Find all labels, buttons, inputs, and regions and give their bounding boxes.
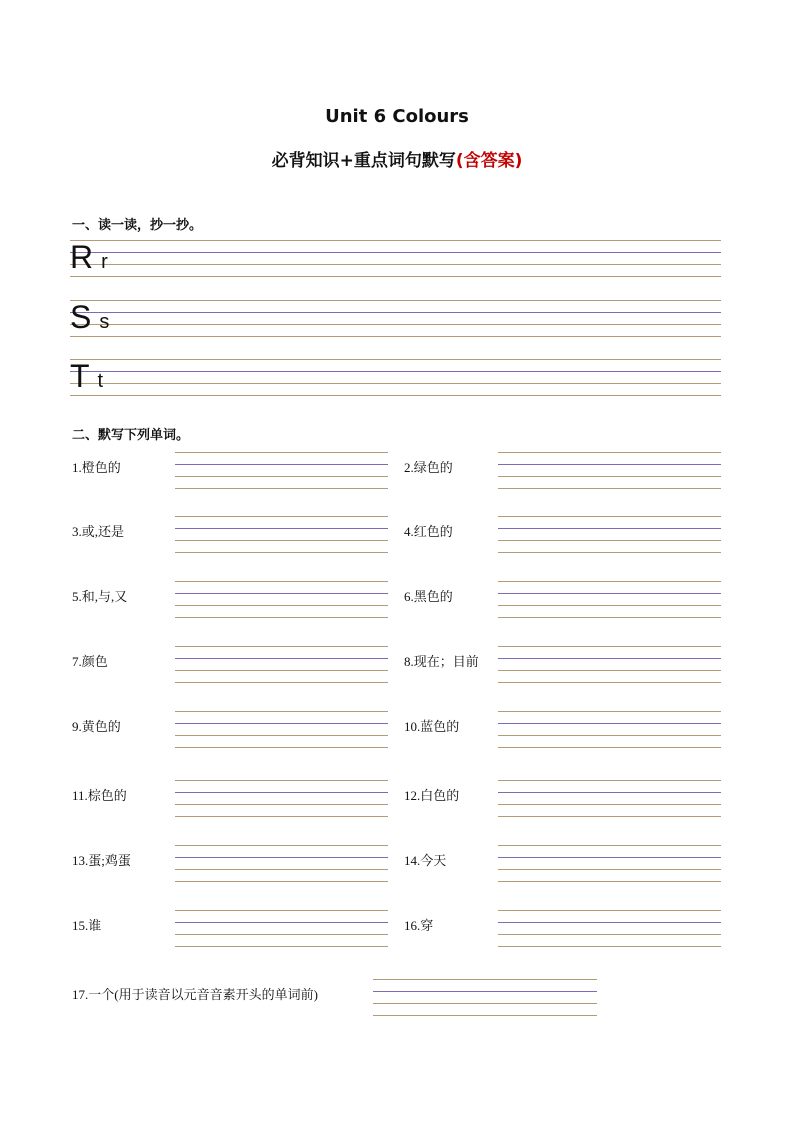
writing-guide-line <box>498 792 721 793</box>
writing-guide-line <box>498 910 721 911</box>
answer-writing-lines[interactable] <box>498 910 721 946</box>
writing-guide-line <box>70 312 721 313</box>
answer-writing-lines[interactable] <box>175 581 388 617</box>
vocab-item-label: 6.黑色的 <box>404 589 453 604</box>
writing-guide-line <box>175 910 388 911</box>
writing-guide-line <box>498 946 721 947</box>
vocab-item-label: 13.蛋;鸡蛋 <box>72 853 131 868</box>
writing-guide-line <box>175 540 388 541</box>
writing-guide-line <box>498 845 721 846</box>
writing-guide-line <box>498 516 721 517</box>
writing-guide-line <box>175 617 388 618</box>
writing-guide-line <box>498 881 721 882</box>
writing-guide-line <box>175 670 388 671</box>
lowercase-letter: r <box>101 251 108 273</box>
writing-guide-line <box>70 240 721 241</box>
vocab-item-label: 16.穿 <box>404 918 434 933</box>
writing-guide-line <box>498 488 721 489</box>
writing-guide-line <box>70 264 721 265</box>
letter-pair <box>70 301 109 333</box>
writing-guide-line <box>498 617 721 618</box>
letter-writing-lines[interactable] <box>70 240 721 276</box>
answer-writing-lines[interactable] <box>498 780 721 816</box>
uppercase-letter: R <box>70 239 94 275</box>
writing-guide-line <box>498 646 721 647</box>
vocab-item-label: 2.绿色的 <box>404 460 453 475</box>
answer-writing-lines[interactable] <box>498 452 721 488</box>
writing-guide-line <box>498 581 721 582</box>
writing-guide-line <box>175 816 388 817</box>
writing-guide-line <box>498 464 721 465</box>
lowercase-letter: t <box>97 370 104 392</box>
answer-writing-lines[interactable] <box>175 780 388 816</box>
writing-guide-line <box>175 845 388 846</box>
answer-writing-lines[interactable] <box>373 979 597 1015</box>
vocab-item-label: 14.今天 <box>404 853 447 868</box>
writing-guide-line <box>175 792 388 793</box>
writing-guide-line <box>175 723 388 724</box>
section1-heading: 一、读一读，抄一抄。 <box>72 218 203 233</box>
writing-guide-line <box>175 516 388 517</box>
writing-guide-line <box>175 857 388 858</box>
writing-guide-line <box>175 946 388 947</box>
writing-guide-line <box>175 552 388 553</box>
section2-heading: 二、默写下列单词。 <box>72 428 190 443</box>
vocab-item-label: 15.谁 <box>72 918 102 933</box>
writing-guide-line <box>373 991 597 992</box>
writing-guide-line <box>175 488 388 489</box>
writing-guide-line <box>498 922 721 923</box>
answer-writing-lines[interactable] <box>175 711 388 747</box>
writing-guide-line <box>498 711 721 712</box>
writing-guide-line <box>175 528 388 529</box>
answer-writing-lines[interactable] <box>498 845 721 881</box>
writing-guide-line <box>175 934 388 935</box>
answer-writing-lines[interactable] <box>175 845 388 881</box>
vocab-item-label: 17.一个(用于读音以元音音素开头的单词前) <box>72 987 318 1002</box>
vocab-item-label: 7.颜色 <box>72 654 108 669</box>
writing-guide-line <box>498 452 721 453</box>
writing-guide-line <box>175 581 388 582</box>
writing-guide-line <box>70 324 721 325</box>
writing-guide-line <box>498 682 721 683</box>
writing-guide-line <box>175 922 388 923</box>
answer-writing-lines[interactable] <box>498 581 721 617</box>
writing-guide-line <box>498 857 721 858</box>
writing-guide-line <box>175 464 388 465</box>
writing-guide-line <box>498 747 721 748</box>
subtitle-main: 必背知识+重点词句默写 <box>271 151 456 171</box>
writing-guide-line <box>498 780 721 781</box>
writing-guide-line <box>498 605 721 606</box>
answer-writing-lines[interactable] <box>175 646 388 682</box>
writing-guide-line <box>373 979 597 980</box>
uppercase-letter: T <box>70 358 90 394</box>
writing-guide-line <box>70 252 721 253</box>
vocab-item-label: 11.棕色的 <box>72 788 127 803</box>
vocab-item-label: 10.蓝色的 <box>404 719 460 734</box>
writing-guide-line <box>175 780 388 781</box>
writing-guide-line <box>373 1003 597 1004</box>
vocab-item-label: 9.黄色的 <box>72 719 121 734</box>
writing-guide-line <box>498 552 721 553</box>
writing-guide-line <box>175 646 388 647</box>
writing-guide-line <box>175 682 388 683</box>
writing-guide-line <box>498 528 721 529</box>
writing-guide-line <box>175 881 388 882</box>
vocab-item-label: 4.红色的 <box>404 524 453 539</box>
writing-guide-line <box>498 804 721 805</box>
writing-guide-line <box>498 593 721 594</box>
writing-guide-line <box>70 276 721 277</box>
writing-guide-line <box>498 735 721 736</box>
writing-guide-line <box>175 711 388 712</box>
writing-guide-line <box>498 934 721 935</box>
writing-guide-line <box>70 336 721 337</box>
uppercase-letter: S <box>70 299 92 335</box>
vocab-item-label: 8.现在；目前 <box>404 654 479 669</box>
vocab-item-label: 3.或,还是 <box>72 524 125 539</box>
writing-guide-line <box>175 658 388 659</box>
writing-guide-line <box>175 735 388 736</box>
writing-guide-line <box>175 593 388 594</box>
writing-guide-line <box>498 869 721 870</box>
answer-writing-lines[interactable] <box>498 711 721 747</box>
writing-guide-line <box>498 658 721 659</box>
writing-guide-line <box>175 869 388 870</box>
writing-guide-line <box>498 540 721 541</box>
writing-guide-line <box>70 371 721 372</box>
vocab-item-label: 5.和,与,又 <box>72 589 128 604</box>
writing-guide-line <box>498 723 721 724</box>
writing-guide-line <box>175 476 388 477</box>
writing-guide-line <box>175 804 388 805</box>
page-title: Unit 6 Colours <box>325 106 469 127</box>
writing-guide-line <box>498 476 721 477</box>
letter-pair <box>70 360 103 392</box>
vocab-item-label: 1.橙色的 <box>72 460 121 475</box>
answer-writing-lines[interactable] <box>175 452 388 488</box>
writing-guide-line <box>498 816 721 817</box>
writing-guide-line <box>373 1015 597 1016</box>
answer-writing-lines[interactable] <box>498 516 721 552</box>
vocab-item-label: 12.白色的 <box>404 788 460 803</box>
writing-guide-line <box>175 747 388 748</box>
writing-guide-line <box>70 383 721 384</box>
writing-guide-line <box>70 395 721 396</box>
writing-guide-line <box>498 670 721 671</box>
answer-writing-lines[interactable] <box>175 516 388 552</box>
letter-pair <box>70 241 108 273</box>
letter-writing-lines[interactable] <box>70 300 721 336</box>
writing-guide-line <box>70 359 721 360</box>
writing-guide-line <box>175 452 388 453</box>
letter-writing-lines[interactable] <box>70 359 721 395</box>
writing-guide-line <box>175 605 388 606</box>
answer-writing-lines[interactable] <box>498 646 721 682</box>
page-subtitle <box>0 146 794 171</box>
subtitle-answer-note: (含答案) <box>455 151 523 171</box>
answer-writing-lines[interactable] <box>175 910 388 946</box>
writing-guide-line <box>70 300 721 301</box>
lowercase-letter: s <box>99 311 110 333</box>
